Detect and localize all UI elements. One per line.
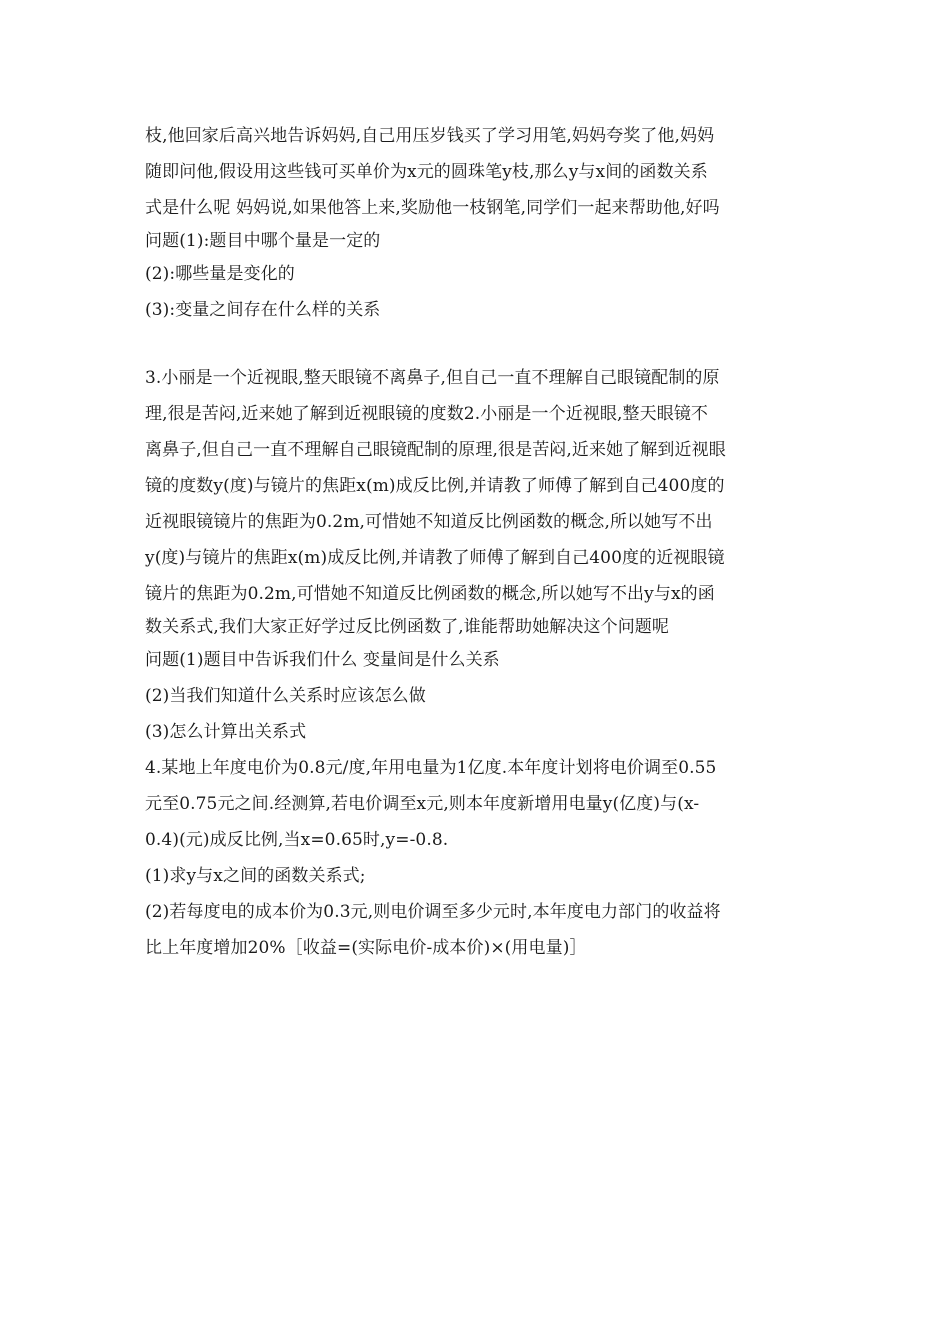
paragraph-line: 式是什么呢 妈妈说,如果他答上来,奖励他一枝钢笔,同学们一起来帮助他,好吗 — [145, 198, 720, 218]
question-line: (2):哪些量是变化的 — [145, 264, 295, 284]
paragraph-line: y(度)与镜片的焦距x(m)成反比例,并请教了师傅了解到自己400度的近视眼镜 — [145, 548, 725, 568]
question-line: (3)怎么计算出关系式 — [145, 722, 307, 742]
paragraph-line: 元至0.75元之间.经测算,若电价调至x元,则本年度新增用电量y(亿度)与(x- — [145, 794, 700, 814]
paragraph-line: 近视眼镜镜片的焦距为0.2m,可惜她不知道反比例函数的概念,所以她写不出 — [145, 512, 713, 532]
question-line: 问题(1)题目中告诉我们什么 变量间是什么关系 — [145, 650, 500, 670]
paragraph-line: 离鼻子,但自己一直不理解自己眼镜配制的原理,很是苦闷,近来她了解到近视眼 — [145, 440, 726, 460]
paragraph-line: 4.某地上年度电价为0.8元/度,年用电量为1亿度.本年度计划将电价调至0.55 — [145, 758, 717, 778]
paragraph-line: 镜片的焦距为0.2m,可惜她不知道反比例函数的概念,所以她写不出y与x的函 — [145, 584, 715, 604]
paragraph-line: 3.小丽是一个近视眼,整天眼镜不离鼻子,但自己一直不理解自己眼镜配制的原 — [145, 368, 720, 388]
paragraph-line: 数关系式,我们大家正好学过反比例函数了,谁能帮助她解决这个问题呢 — [145, 617, 670, 637]
question-line: (2)若每度电的成本价为0.3元,则电价调至多少元时,本年度电力部门的收益将 — [145, 902, 721, 922]
section-gap — [145, 328, 815, 360]
paragraph-line: 理,很是苦闷,近来她了解到近视眼镜的度数2.小丽是一个近视眼,整天眼镜不 — [145, 404, 709, 424]
paragraph-line: 随即问他,假设用这些钱可买单价为x元的圆珠笔y枝,那么y与x间的函数关系 — [145, 162, 708, 182]
document-body — [145, 118, 815, 966]
question-line: (1)求y与x之间的函数关系式; — [145, 866, 366, 886]
paragraph-line: 镜的度数y(度)与镜片的焦距x(m)成反比例,并请教了师傅了解到自己400度的 — [145, 476, 725, 496]
question-line: (2)当我们知道什么关系时应该怎么做 — [145, 686, 426, 706]
paragraph-line: 枝,他回家后高兴地告诉妈妈,自己用压岁钱买了学习用笔,妈妈夸奖了他,妈妈 — [145, 126, 715, 146]
paragraph-line: 0.4)(元)成反比例,当x=0.65时,y=-0.8. — [145, 830, 449, 850]
question-line: (3):变量之间存在什么样的关系 — [145, 300, 381, 320]
question-line: 问题(1):题目中哪个量是一定的 — [145, 231, 381, 251]
question-line: 比上年度增加20%［收益=(实际电价-成本价)×(用电量)］ — [145, 938, 587, 958]
